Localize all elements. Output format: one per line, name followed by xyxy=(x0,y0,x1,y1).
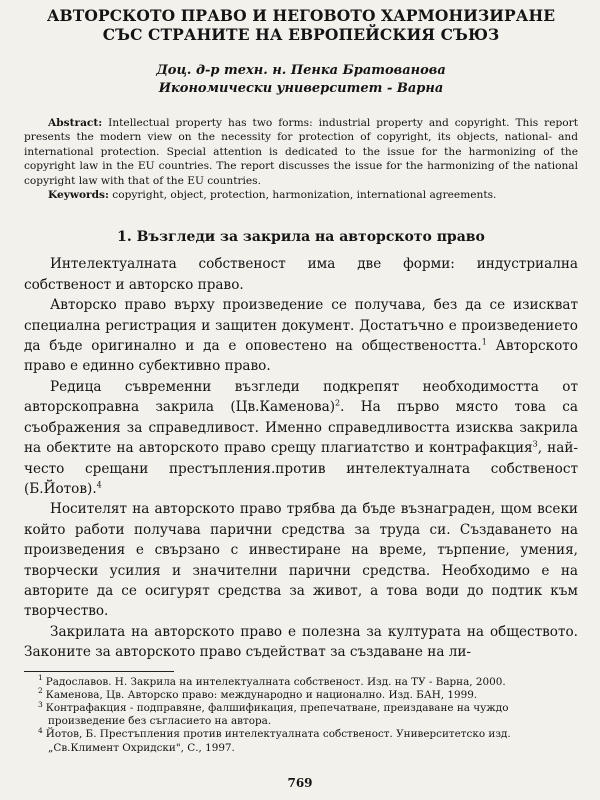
footnote-text: Йотов, Б. Престъпления против интелектуалната собственост. Университетско изд. „Св.Климент Охридски", С., 1997. xyxy=(45,728,511,754)
footnote-number: 3 xyxy=(38,699,43,709)
keywords-label: Keywords: xyxy=(48,189,109,202)
footnote-divider xyxy=(24,671,174,672)
footnote-1 xyxy=(24,673,578,689)
keywords xyxy=(24,188,578,202)
title-line-1: АВТОРСКОТО ПРАВО И НЕГОВОТО ХАРМОНИЗИРАНЕ xyxy=(46,6,556,25)
paragraph-4: Носителят на авторското право трябва да бъде възнаграден, щом всеки който работи получава парични средства за труда си. Създаването на произведения е свързано с инвестиране на време, търпение, умения, творчески усилия и значителни парични средства. Необходимо е на авторите да се осигурят средства за живот, а това води до подтик към творчество. xyxy=(24,501,578,620)
footnote-3 xyxy=(24,699,578,728)
keywords-text: copyright, object, protection, harmonization, international agreements. xyxy=(108,189,497,202)
paragraph-5: Закрилата на авторското право е полезна за културата на обществото. Законите за авторското право съдействат за създаване на ли- xyxy=(24,623,578,661)
paragraph-3-part-c: , най-често срещани престъпления.против интелектуалната собственост (Б.Йотов). xyxy=(24,440,579,497)
footnote-number: 4 xyxy=(38,725,43,735)
footnote-text: Контрафакция - подправяне, фалшификация, препечатване, преиздаване на чуждо произведение без съгласието на автора. xyxy=(45,701,509,728)
paragraph-3-part-b: . На първо място това са съображения за справедливост. Именно справедливостта изисква закрила на обектите на авторското право срещу плагиатство и контрафакция xyxy=(24,399,579,457)
paper-title xyxy=(24,6,578,44)
paragraph-2-text: Авторско право върху произведение се получава, без да се изискват специална регистрация и защитен документ. Достатъчно е произведението да бъде оригинално и да е оповестено на обществеността. xyxy=(24,297,578,355)
section-heading: 1. Възгледи за закрила на авторското право xyxy=(117,229,485,246)
paragraph-2 xyxy=(24,295,578,377)
body-text xyxy=(24,254,578,662)
abstract-label: Abstract: xyxy=(48,117,103,129)
footnote-ref-3: 3 xyxy=(532,439,538,449)
footnote-text: Каменова, Цв. Авторско право: международно и национално. Изд. БАН, 1999. xyxy=(45,688,478,701)
paragraph-3-part-a: Редица съвременни възгледи подкрепят необходимостта от авторскоправна закрила (Цв.Каменова) xyxy=(24,378,578,416)
paragraph-2-tail: Авторското право е единно субективно право. xyxy=(24,338,578,375)
author-affiliation: Икономически университет - Варна xyxy=(158,81,444,96)
paragraph-1: Интелектуалната собственост има две форми: индустриална собственост и авторско право. xyxy=(24,256,578,293)
title-line-2: СЪС СТРАНИТЕ НА ЕВРОПЕЙСКИЯ СЪЮЗ xyxy=(102,25,500,44)
footnote-number: 1 xyxy=(38,673,43,683)
footnote-number: 2 xyxy=(38,686,43,696)
author-name: Доц. д-р техн. н. Пенка Братованова xyxy=(156,63,446,78)
footnote-ref-4: 4 xyxy=(96,480,102,490)
abstract xyxy=(24,116,578,188)
paragraph-3 xyxy=(24,377,578,499)
footnote-ref-2: 2 xyxy=(335,398,341,408)
footnote-4 xyxy=(24,725,578,754)
footnote-text: Радославов. Н. Закрила на интелектуалната собственост. Изд. на ТУ - Варна, 2000. xyxy=(45,675,506,688)
footnote-ref-1: 1 xyxy=(481,337,487,347)
footnote-2 xyxy=(24,686,578,702)
abstract-text: Intellectual property has two forms: industrial property and copyright. This report presents the modern view on the necessity for protection of copyright, its objects, national- and international protection. Special attention is dedicated to the issue for the harmonizing of the copyright law in the EU countries. The report discusses the issue for the harmonizing of the national copyright law with that of the EU countries. xyxy=(24,117,578,187)
page-number: 769 xyxy=(287,776,313,790)
footnotes xyxy=(24,673,578,755)
